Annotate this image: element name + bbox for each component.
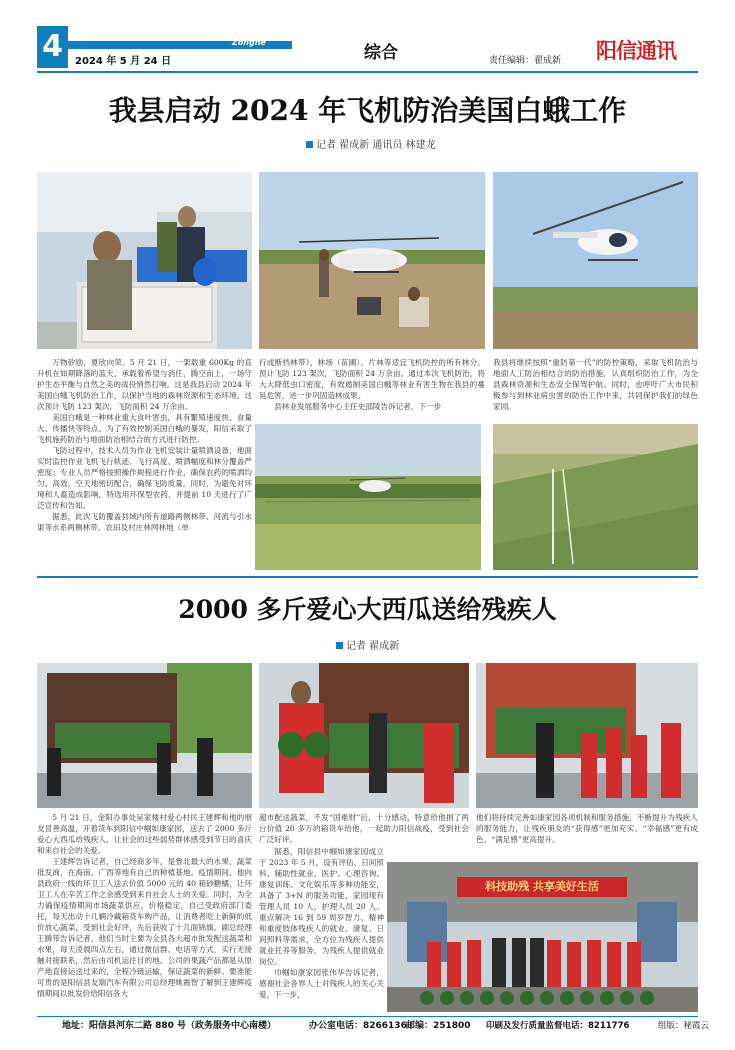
byline-marker: [306, 141, 313, 148]
article2-paragraph: 巾帼如康家园张伟华告诉记者，感谢社会各界人士对残疾人的关心关爱，下一步，: [259, 968, 384, 999]
article1-paragraph: 飞防过程中，技术人员为作业飞机安装计量喷洒设备，地面实时监控作业飞机飞行轨迹、飞行高度、喷洒幅度和林分覆盖严密度；专业人员严格按照操作规程进行作业，确保农药的喷洒均匀、高效，空天地密切配合，确保飞防质量。同时，为避免对环境和人畜造成影响，特选用环保型农药，并提前 10 天进行了广泛宣传和告知。: [37, 446, 252, 510]
article2-column-2-bottom: [259, 846, 384, 1012]
footer-layout: 组版：秘霞云: [658, 1021, 710, 1031]
section-pinyin: Zonghe: [232, 38, 266, 47]
masthead-rule: [37, 71, 698, 73]
footer-postcode: 邮编：251800: [406, 1021, 471, 1031]
article2-paragraph: 据悉，阳信县中帼如康家园成立于 2023 年 5 月，设有评估、日间照料、辅助性就业、医护、心理咨询、康复训练、文化娱乐等多种功能室，具备了 3+N 的服务功能，家园现有管理人员 10 人，护理人员 20 人。重点解决 16 到 59 周岁智力、精神和重度肢体残疾人的就业、康复、日间照料等需求，全方位为残疾人提供就业托养等服务，为残疾人提供就业岗位。: [259, 847, 384, 966]
article2-byline: [336, 640, 399, 654]
banner-text: 科技助残 共享美好生活: [485, 880, 599, 893]
article1-title: 我县启动 2024 年飞机防治美国白蛾工作: [108, 94, 627, 127]
page-number: 4: [37, 26, 68, 68]
article2-paragraph: 超市配送蔬菜，不发“国难财”后，十分感动，特意给他捐了两台价值 20 多万的箱货车给他，一起助力阳信战疫，受到社会广泛好评。: [259, 813, 469, 844]
article1-column-1: [37, 357, 252, 575]
photo-aerial-fields: [493, 424, 698, 570]
footer-office-phone: 办公室电话：8266136: [309, 1021, 407, 1031]
footer-rule: [37, 1016, 698, 1017]
article2-byline-text: 记者 翟成新: [346, 641, 400, 652]
article1-column-3: [493, 357, 698, 419]
article1-paragraph: 行或断档林带），林场（苗圃）、片林等适宜飞机防控的所有林分。预计飞防 123 架次，飞防面积 24 万余亩。通过本次飞机防治，将大大降低虫口密度，有效遏制美国白蛾等林业有害生物在我县的蔓延危害，进一步巩固造林成果。: [259, 358, 485, 400]
photo-watermelon-truck-3: [476, 663, 698, 808]
responsible-editor: 责任编辑：翟成新: [489, 56, 562, 66]
article2-paragraph: 5 月 21 日，金阳办事处吴家楼村爱心村民王建辉和他的朋友冒善高温，开着货车到阳信中帼如康家园，送去了 2000 多斤爱心大西瓜给残疾人，让社会的这些弱势群体感受到节日的喜庆和来自社会的关爱。: [37, 813, 252, 855]
article2-paragraph: 他们将持续完善如康家园各项机制和服务措施，不断提升为残疾人的服务能力，让残疾朋友的“获得感”更加充实、“幸福感”更有成色、“满足感”更高提升。: [476, 813, 698, 844]
footer-address: 地址：阳信县河东二路 880 号（政务服务中心南楼）: [62, 1021, 277, 1031]
issue-date: 2024 年 5 月 24 日: [75, 56, 172, 67]
article1-byline: [306, 139, 436, 153]
section-title: 综合: [364, 43, 398, 63]
photo-watermelon-truck-2: [259, 663, 469, 808]
article1-paragraph: 县林业发展服务中心主任史邵陵告诉记者，下一步: [274, 402, 442, 411]
article1-paragraph: 据悉，此次飞防覆盖县域内所有道路两侧林带、河流与引水渠等水系两侧林带、农田及村庄林网林地（单: [37, 512, 252, 532]
photo-spraying-field: [255, 424, 481, 570]
article-divider: [37, 576, 698, 578]
article2-column-1: [37, 812, 252, 1012]
paper-logo: 阳信通讯: [596, 38, 676, 63]
article1-byline-text: 记者 翟成新 通讯员 林建龙: [316, 140, 436, 151]
article1-column-2: [259, 357, 485, 419]
article2-title: 2000 多斤爱心大西瓜送给残疾人: [178, 595, 557, 624]
photo-watermelon-truck-1: [37, 663, 252, 808]
article1-paragraph: 万物矽励，夏欣向荣。5 月 21 日，一架载重 600Kg 的直升机在如期降落的蓝天，承载着希望与消任，腾空而上，一场守护生态平衡与自然之美的战役悄然打响。这是我县启动 2024 年美国白蛾飞机防治工作，以保护当地的森林资源和生态环境。这次预计飞防 123 架次，飞防面积 24 万余亩。: [37, 358, 252, 411]
photo-loading-pesticide: [37, 172, 252, 349]
photo-helicopter-flying: [493, 172, 698, 349]
byline-marker: [336, 642, 343, 649]
article1-paragraph: 美国白蛾是一种林业重大食叶害虫，具有繁殖速度快、食量大、传播快等特点。为了有效控制美国白蛾的暴发，阳信采取了飞机施药防治与地面防治相结合的方式进行防控。: [37, 413, 252, 444]
article2-paragraph: 王建辉告诉记者，自己经商多年，是鲁北最大的水果、蔬菜批发商，在海南、广西等地有自己的种植基地。疫情期间，他向县政府一线的环卫工人送去价值 5000 元的 40 箱砂糖橘，让环卫工人在辛苦工作之余感受到来自社会人士的关爱。同时，为全力确保疫情期间市场蔬菜供应，价格稳定，自己受政府部门委托，每天出动十几辆冷藏箱货车购产品，让消费者吃上新鲜的低价放心蔬菜，受到社会好评，先后获收了十几面锦旗。副总经理王腾带告诉记者，他们当时主要为全县各大超市批发配送蔬菜和水果，每天凌晨四点左右，通过微信群、电话等方式，实行无接触对接联系，然后由司机运往目的地。公司的果蔬产品都是从原产地直接运送过来的，全程冷链运输，保证蔬菜的新鲜。要准能可贵的是阳信县友瑞汽车有限公司总经理姚震智了解到王建辉疫情期间以批发价给阳信各大: [37, 857, 252, 998]
article1-paragraph: 我县将继续按照“重防第一代”的防控策略，采取飞机防治与地面人工防治相结合的防治措施，认真组织防治工作，为全县森林资源和生态安全保驾护航。同时，也呼吁广大市民积极参与到林业病虫害的防治工作中来，共同保护我们的绿色家园。: [493, 358, 698, 411]
photo-helicopter-ground: [259, 172, 485, 349]
photo-group-banner: [387, 862, 698, 1012]
footer: [37, 1018, 710, 1034]
article2-column-3: [476, 812, 698, 857]
footer-print-phone: 印刷及发行质量监督电话：8211776: [486, 1021, 630, 1031]
